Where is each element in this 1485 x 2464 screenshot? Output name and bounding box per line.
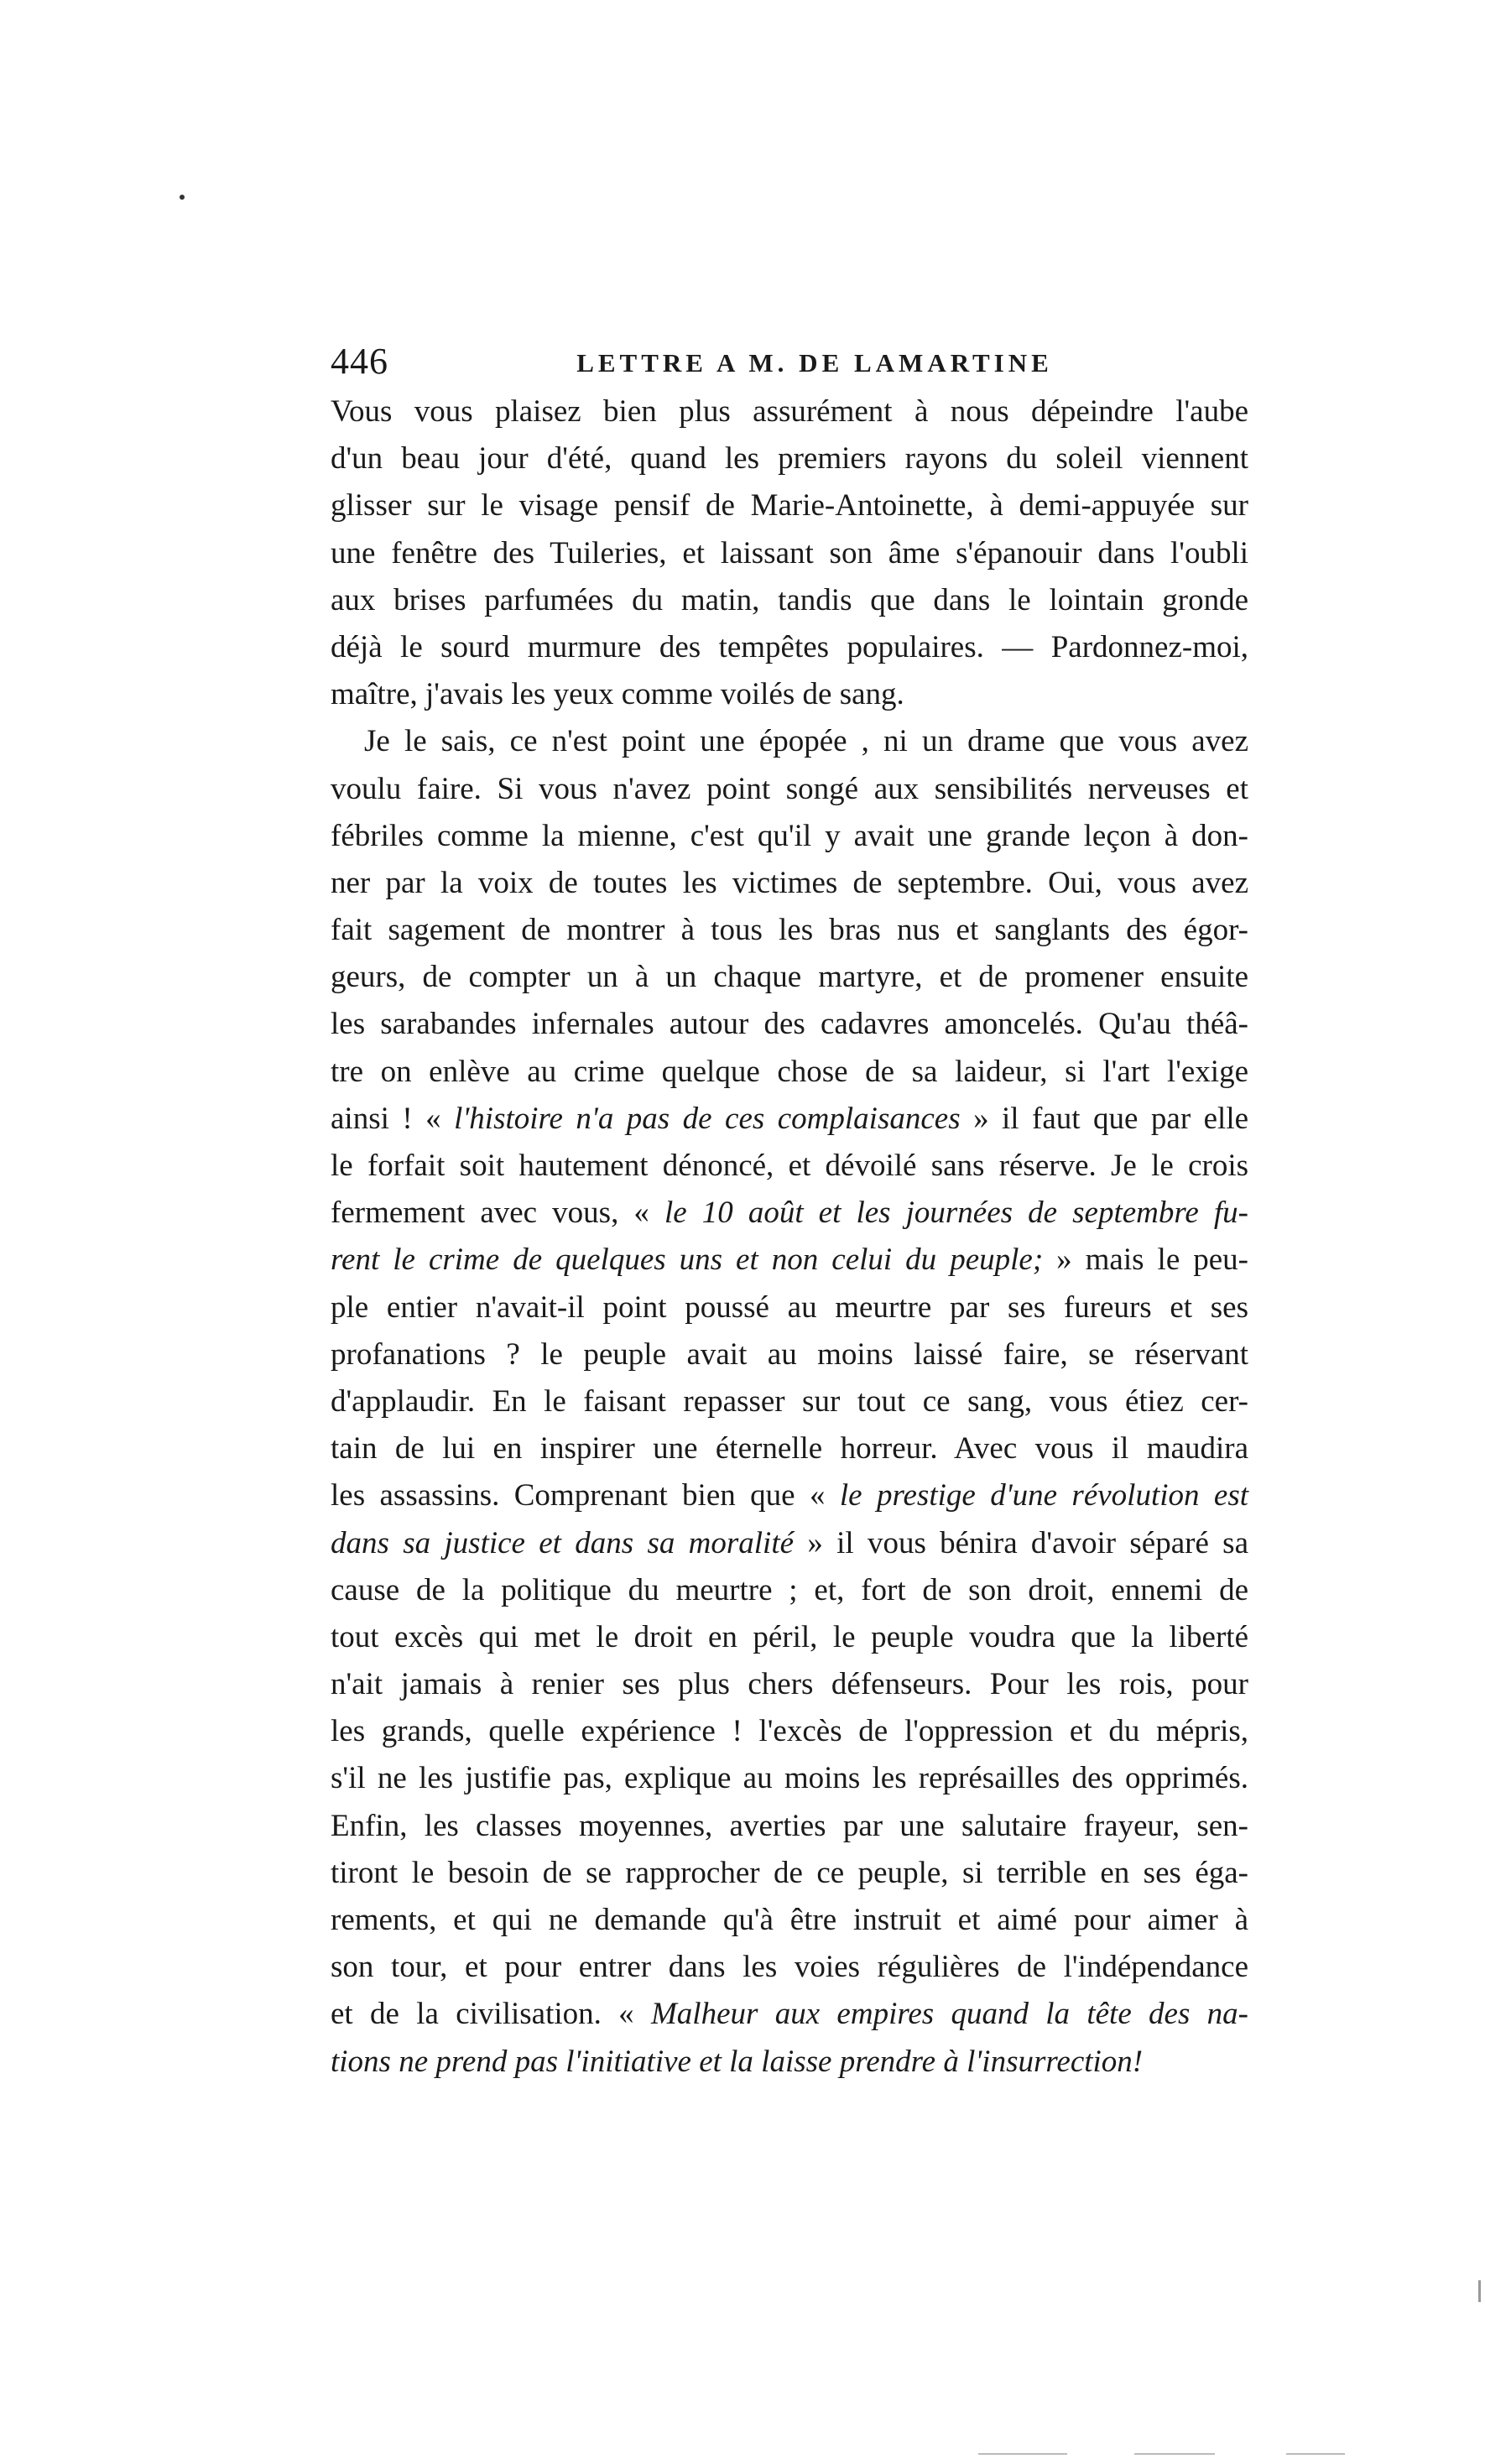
text-line: n'ait jamais à renier ses plus chers défenseurs. Pour les rois, pour — [331, 1667, 1248, 1702]
text-segment: » il faut que par elle — [960, 1101, 1249, 1136]
text-segment: fermement avec vous, « — [331, 1196, 664, 1231]
text-line: fait sagement de montrer à tous les bras nus et sanglants des égor- — [331, 913, 1248, 948]
italic-quote: dans sa justice et dans sa moralité — [331, 1525, 795, 1560]
text-line: maître, j'avais les yeux comme voilés de sang. — [331, 677, 904, 712]
text-segment: » il vous bénira d'avoir séparé sa — [794, 1525, 1248, 1560]
text-line: Je le sais, ce n'est point une épopée , ni un drame que vous avez — [364, 724, 1248, 759]
text-line — [331, 1520, 1248, 1567]
text-line: glisser sur le visage pensif de Marie-Antoinette, à demi-appuyée sur — [331, 488, 1248, 524]
text-segment: ainsi ! « — [331, 1101, 455, 1136]
text-line: les grands, quelle expérience ! l'excès de l'oppression et du mépris, — [331, 1714, 1248, 1749]
text-line: aux brises parfumées du matin, tandis que dans le lointain gronde — [331, 582, 1248, 617]
text-line — [331, 1190, 1248, 1237]
italic-quote: rent le crime de quelques uns et non celui du peuple; — [331, 1242, 1044, 1278]
text-line — [331, 1096, 1248, 1143]
italic-quote: Malheur aux empires quand la tête des na- — [650, 1997, 1248, 2032]
text-line: son tour, et pour entrer dans les voies régulières de l'indépendance — [331, 1950, 1248, 1985]
text-line: tout excès qui met le droit en péril, le peuple voudra que la liberté — [331, 1619, 1248, 1654]
text-line: voulu faire. Si vous n'avez point songé aux sensibilités nerveuses et — [331, 771, 1248, 806]
text-line: Enfin, les classes moyennes, averties par une salutaire frayeur, sen- — [331, 1808, 1248, 1843]
running-head: LETTRE A M. DE LAMARTINE — [576, 348, 1053, 378]
italic-quote: l'histoire n'a pas de ces complaisances — [454, 1101, 961, 1136]
text-line: d'un beau jour d'été, quand les premiers rayons du soleil viennent — [331, 441, 1248, 477]
text-line: geurs, de compter un à un chaque martyre, et de promener ensuite — [331, 960, 1248, 995]
text-line: d'applaudir. En le faisant repasser sur tout ce sang, vous étiez cer- — [331, 1383, 1248, 1419]
footer-rule — [1286, 2453, 1345, 2455]
text-line: une fenêtre des Tuileries, et laissant son âme s'épanouir dans l'oubli — [331, 535, 1248, 570]
text-line — [331, 2039, 1248, 2086]
text-line: cause de la politique du meurtre ; et, fort de son droit, ennemi de — [331, 1572, 1248, 1607]
text-line: les sarabandes infernales autour des cadavres amoncelés. Qu'au théâ- — [331, 1007, 1248, 1042]
text-line — [331, 1472, 1248, 1519]
text-line: profanations ? le peuple avait au moins laissé faire, se réservant — [331, 1336, 1248, 1372]
page-header — [331, 340, 1248, 383]
page-number: 446 — [331, 341, 388, 382]
text-line — [331, 1237, 1248, 1284]
text-line — [331, 1991, 1248, 2038]
text-segment: » mais le peu- — [1043, 1242, 1248, 1278]
text-line: le forfait soit hautement dénoncé, et dévoilé sans réserve. Je le crois — [331, 1149, 1248, 1183]
text-line: rements, et qui ne demande qu'à être instruit et aimé pour aimer à — [331, 1903, 1248, 1937]
italic-quote: le prestige d'une révolution est — [839, 1478, 1249, 1513]
edge-mark — [1478, 2280, 1481, 2302]
text-segment: les assassins. Comprenant bien que « — [331, 1478, 840, 1513]
text-line: tiront le besoin de se rapprocher de ce peuple, si terrible en ses éga- — [331, 1855, 1248, 1890]
page-speck — [180, 195, 185, 200]
body-text — [331, 388, 1248, 2086]
text-line: fébriles comme la mienne, c'est qu'il y avait une grande leçon à don- — [331, 818, 1248, 853]
footer-rule — [1134, 2453, 1215, 2455]
text-line: ner par la voix de toutes les victimes de septembre. Oui, vous avez — [331, 865, 1248, 900]
text-line: déjà le sourd murmure des tempêtes populaires. — Pardonnez-moi, — [331, 629, 1248, 664]
italic-quote: le 10 août et les journées de septembre fu- — [664, 1196, 1248, 1231]
text-line: s'il ne les justifie pas, explique au moins les représailles des opprimés. — [331, 1761, 1248, 1796]
text-line: Vous vous plaisez bien plus assurément à nous dépeindre l'aube — [331, 394, 1248, 429]
text-line: ple entier n'avait-il point poussé au meurtre par ses fureurs et ses — [331, 1289, 1248, 1325]
text-segment: et de la civilisation. « — [331, 1997, 651, 2032]
text-line: tain de lui en inspirer une éternelle horreur. Avec vous il maudira — [331, 1431, 1248, 1466]
italic-quote: tions ne prend pas l'initiative et la laisse prendre à l'insurrection! — [331, 2044, 1144, 2079]
footer-rule — [978, 2453, 1067, 2455]
text-line: tre on enlève au crime quelque chose de sa laideur, si l'art l'exige — [331, 1054, 1248, 1089]
